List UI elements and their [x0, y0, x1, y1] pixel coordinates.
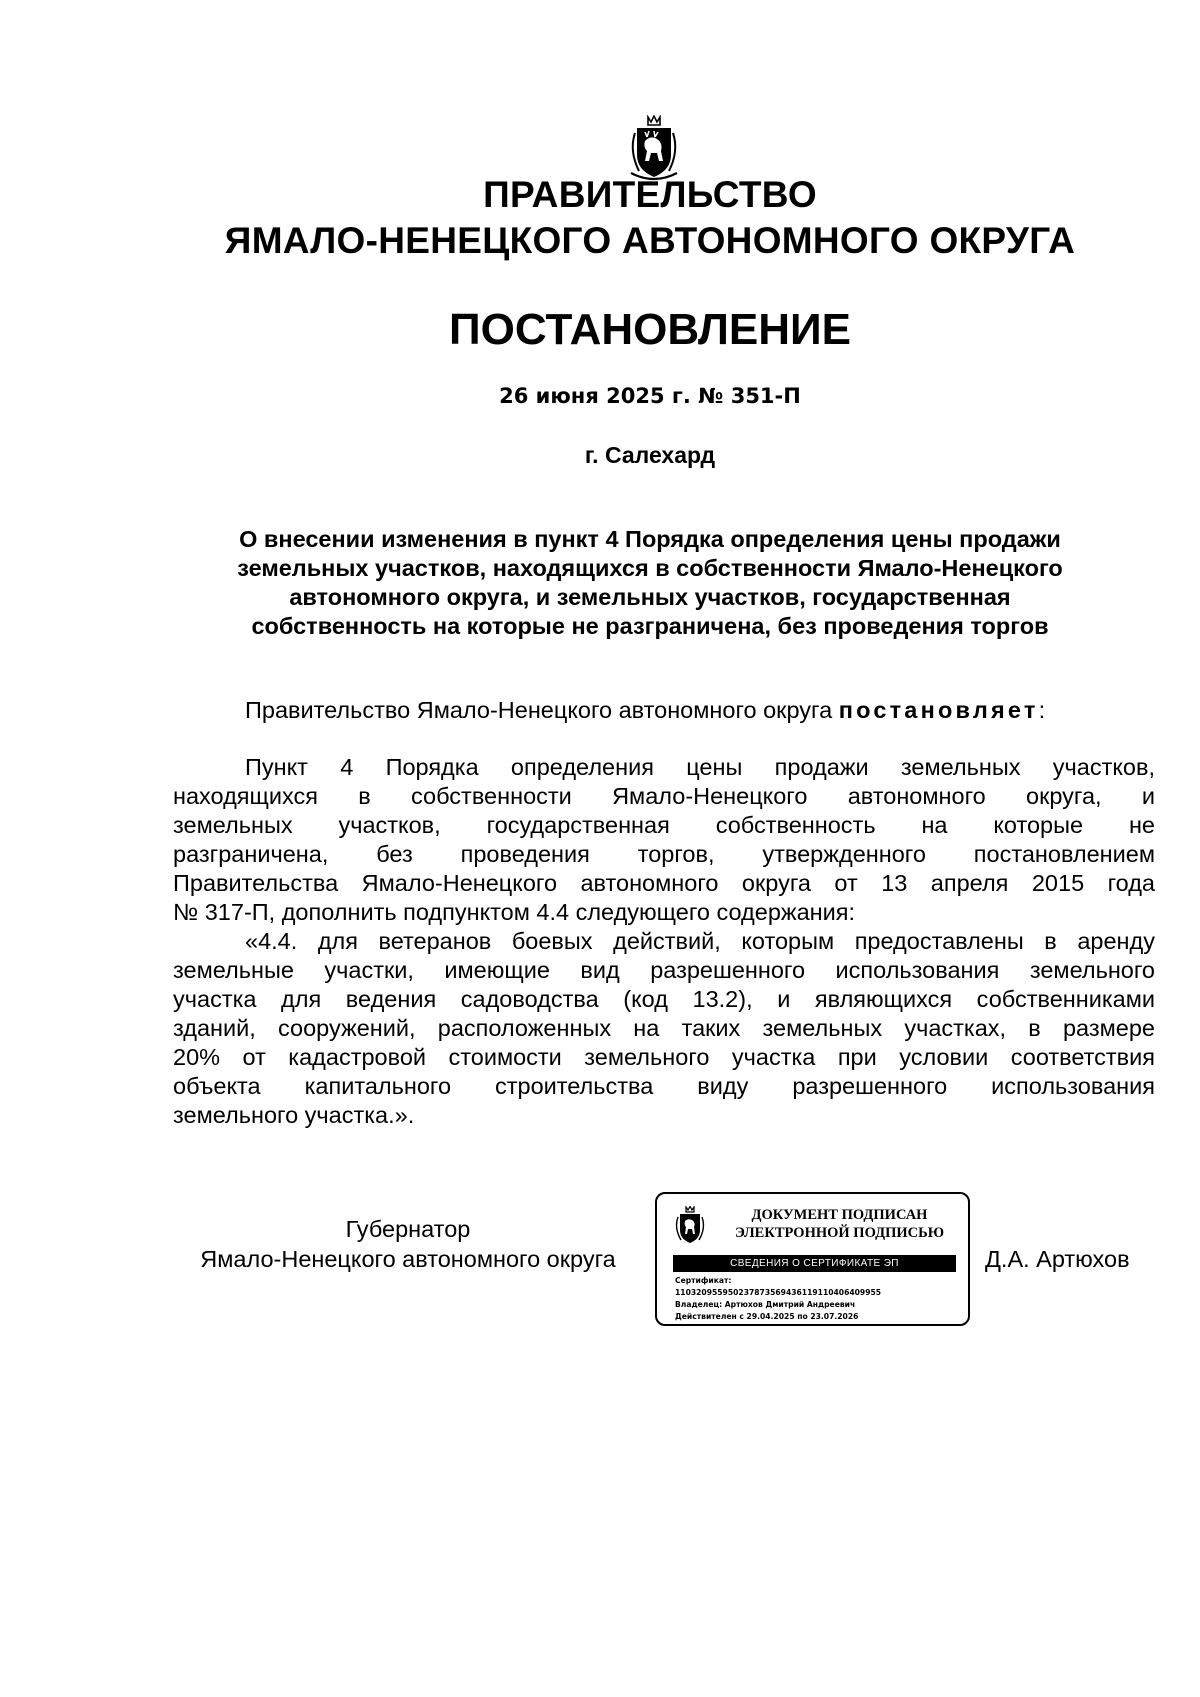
document-city: г. Салехард: [584, 442, 716, 468]
subject-line: собственность на которые не разграничена, без проведения торгов: [251, 613, 1049, 639]
subject-line: О внесении изменения в пункт 4 Порядка определения цены продажи: [239, 526, 1061, 552]
document-body: [173, 753, 1155, 1130]
government-title-line1: ПРАВИТЕЛЬСТВО: [483, 174, 817, 215]
certificate-number: 110320955950237873569436119110406409955: [675, 1288, 882, 1297]
body-line: разграничена, без проведения торгов, утвержденного постановлением: [173, 841, 1155, 867]
government-title-line2: ЯМАЛО-НЕНЕЦКОГО АВТОНОМНОГО ОКРУГА: [224, 220, 1076, 261]
preamble-emphasis: постановляет: [838, 697, 1039, 723]
document-date-number: 26 июня 2025 г. № 351-П: [499, 384, 801, 408]
document-type: ПОСТАНОВЛЕНИЕ: [448, 305, 852, 354]
signatory-position-line1: Губернатор: [345, 1216, 471, 1242]
body-line: земельного участка.».: [173, 1102, 415, 1128]
body-line: земельных участков, государственная собственность на которые не: [173, 812, 1155, 838]
coat-of-arms-icon: [673, 1206, 707, 1246]
certificate-validity: Действителен с 29.04.2025 по 23.07.2026: [675, 1312, 859, 1321]
body-line: 20% от кадастровой стоимости земельного участка при условии соответствия: [173, 1044, 1155, 1070]
subject-line: земельных участков, находящихся в собственности Ямало-Ненецкого: [237, 555, 1063, 581]
certificate-label: Сертификат:: [675, 1276, 732, 1285]
body-line: объекта капитального строительства виду разрешенного использования: [173, 1073, 1155, 1099]
body-line: участка для ведения садоводства (код 13.2), и являющихся собственниками: [173, 986, 1155, 1012]
body-line: находящихся в собственности Ямало-Ненецкого автономного округа, и: [173, 783, 1155, 809]
signatory-position: [173, 1214, 643, 1274]
document-subject: [180, 525, 1120, 641]
certificate-owner: Владелец: Артюхов Дмитрий Андреевич: [675, 1300, 856, 1309]
stamp-heading: [717, 1206, 962, 1242]
stamp-certificate-info: [675, 1275, 881, 1323]
body-line: Правительства Ямало-Ненецкого автономного округа от 13 апреля 2015 года: [173, 870, 1155, 896]
signatory-position-line2: Ямало-Ненецкого автономного округа: [200, 1246, 616, 1272]
body-line: Пункт 4 Порядка определения цены продажи земельных участков,: [245, 754, 1155, 780]
stamp-heading-line2: ЭЛЕКТРОННОЙ ПОДПИСЬЮ: [734, 1225, 945, 1241]
stamp-heading-line1: ДОКУМЕНТ ПОДПИСАН: [751, 1207, 928, 1223]
signatory-name: Д.А. Артюхов: [985, 1246, 1130, 1272]
body-line: земельные участки, имеющие вид разрешенного использования земельного: [173, 957, 1155, 983]
preamble-text: Правительство Ямало-Ненецкого автономного округа: [245, 697, 839, 723]
electronic-signature-stamp: [655, 1192, 970, 1326]
preamble: [245, 696, 1045, 725]
stamp-certificate-bar: СВЕДЕНИЯ О СЕРТИФИКАТЕ ЭП: [673, 1255, 956, 1272]
body-line: зданий, сооружений, расположенных на таких земельных участках, в размере: [173, 1015, 1155, 1041]
body-line: «4.4. для ветеранов боевых действий, которым предоставлены в аренду: [245, 928, 1155, 954]
body-line: № 317-П, дополнить подпунктом 4.4 следующего содержания:: [173, 899, 856, 925]
subject-line: автономного округа, и земельных участков, государственная: [289, 584, 1011, 610]
preamble-tail: :: [1038, 697, 1046, 723]
